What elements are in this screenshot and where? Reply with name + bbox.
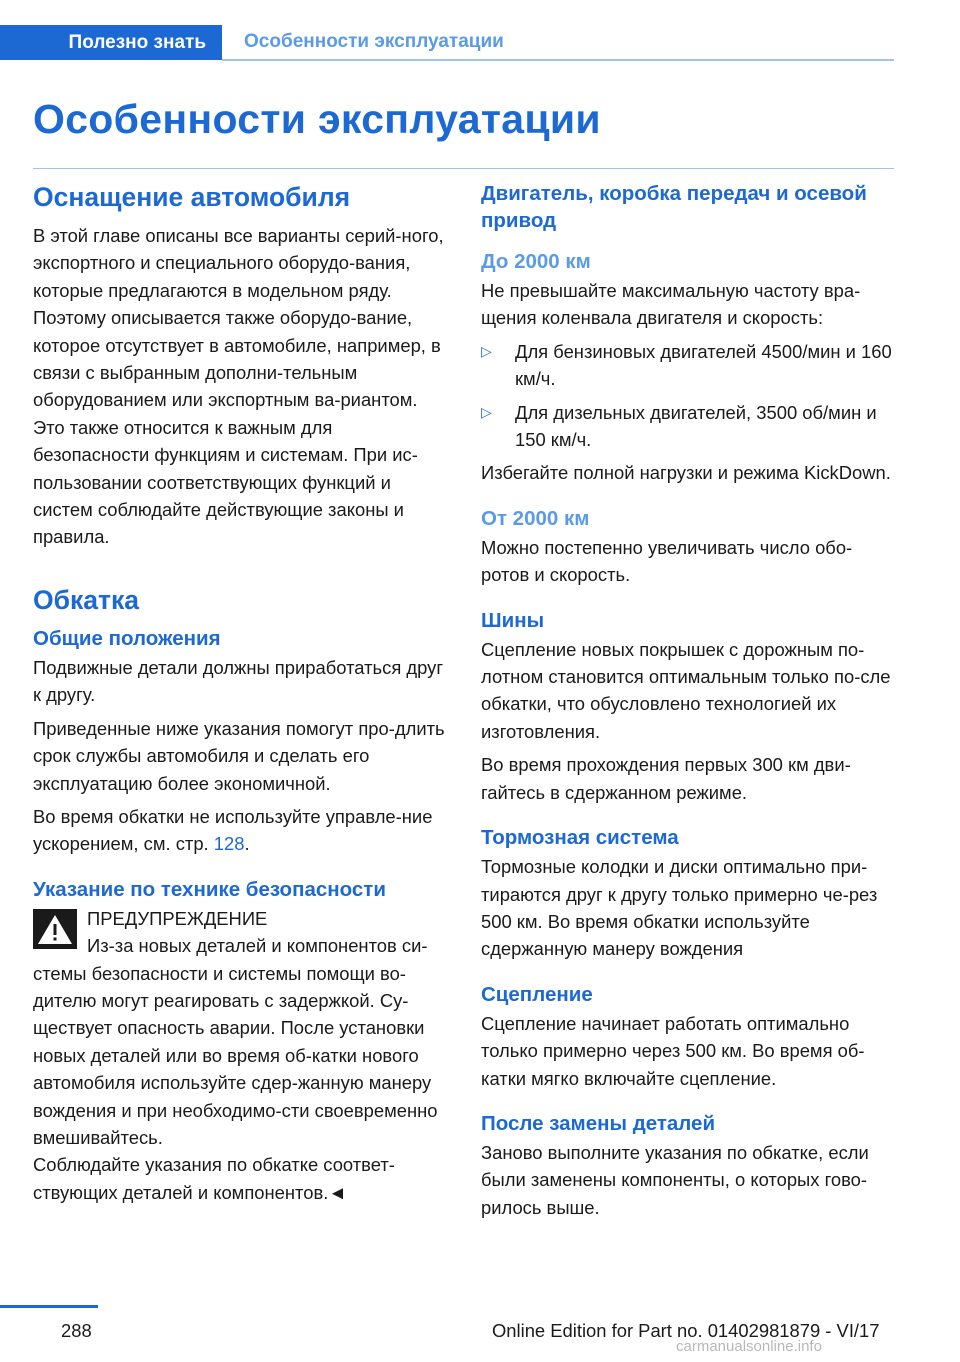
page-number: 288 (61, 1320, 92, 1341)
watermark: carmanualsonline.info (676, 1338, 822, 1355)
title-divider (33, 168, 894, 169)
page-title: Особенности эксплуатации (33, 96, 601, 142)
edition-note: Online Edition for Part no. 01402981879 - VI/17 (492, 1320, 880, 1341)
general-paragraph-2: Приведенные ниже указания помогут про-длить срок службы автомобиля и сделать его эксплуатацию более экономичной. (33, 717, 445, 794)
from-2000-paragraph: Можно постепенно увеличивать число обо-ротов и скорость. (481, 536, 853, 586)
tires-heading: Шины (481, 608, 545, 632)
tires-paragraph-2: Во время прохождения первых 300 км дви-гайтесь в сдержанном режиме. (481, 754, 851, 803)
general-heading: Общие положения (33, 626, 221, 650)
page-reference-link[interactable]: 128 (213, 833, 245, 855)
footer-divider (0, 1305, 98, 1308)
bullet-triangle-icon: ▷ (481, 403, 492, 420)
clutch-paragraph: Сцепление начинает работать оптимально только примерно через 500 км. Во время об-катки мягко включайте сцепление. (481, 1012, 865, 1089)
general-paragraph-1: Подвижные детали должны приработаться друг к другу. (33, 656, 444, 706)
general-paragraph-3-text: Во время обкатки не используйте управле-ние ускорением, см. стр. (33, 805, 433, 855)
list-item (481, 338, 896, 393)
general-paragraph-3-end: . (244, 833, 250, 855)
bullet-text: Для дизельных двигателей, 3500 об/мин и 150 км/ч. (515, 401, 877, 451)
from-2000-heading: От 2000 км (481, 506, 590, 530)
bullet-triangle-icon: ▷ (481, 342, 492, 359)
warning-text: Из-за новых деталей и компонентов си-стемы безопасности и системы помощи во-дителю могут реагировать с задержкой. Су-ществует опасность аварии. После установки новых деталей или во время об-катки нового автомобиля используйте сдер-жанную манеру вождения и при необходимо-сти своевременно вмешивайтесь. (33, 935, 438, 1148)
warning-block (33, 905, 448, 1206)
header-section-tab: Полезно знать (0, 25, 222, 60)
parts-paragraph: Заново выполните указания по обкатке, если были заменены компоненты, о которых гово-рилось выше. (481, 1141, 869, 1218)
list-item (481, 399, 896, 454)
parts-heading: После замены деталей (481, 1111, 716, 1135)
left-column (33, 180, 448, 1206)
brakes-paragraph: Тормозные колодки и диски оптимально при-тираются друг к другу только примерно че-рез 500 км. Во время обкатки используйте сдержанную манеру вождения (481, 856, 878, 960)
clutch-heading: Сцепление (481, 982, 593, 1006)
upto-2000-paragraph: Не превышайте максимальную частоту вра-щения коленвала двигателя и скорость: (481, 280, 861, 329)
warning-label: ПРЕДУПРЕЖДЕНИЕ (87, 907, 268, 929)
warning-triangle-icon (33, 909, 77, 949)
breadcrumb: Особенности эксплуатации (244, 31, 504, 52)
breakin-heading: Обкатка (33, 584, 139, 615)
safety-heading: Указание по технике безопасности (33, 877, 386, 901)
bullet-text: Для бензиновых двигателей 4500/мин и 160 км/ч. (515, 340, 892, 390)
upto-2000-heading: До 2000 км (481, 250, 591, 273)
general-paragraph-3 (33, 803, 448, 858)
warning-text-2: Соблюдайте указания по обкатке соответ-ствующих деталей и компонентов.◄ (33, 1154, 395, 1203)
equipment-paragraph: В этой главе описаны все варианты серий-ного, экспортного и специального оборудо-вания, которые предлагаются в модельном ряду. Поэтому описывается также оборудо-вание, которое отсутствует в автомобиле, например, в связи с выбранным дополни-тельным оборудованием или экспортным ва-риантом. Это также относится к важным для безопасности функциям и системам. При ис-пользовании соответствующих функций и систем соблюдайте действующие законы и правила. (33, 225, 444, 548)
header-divider (222, 59, 894, 61)
tires-paragraph-1: Сцепление новых покрышек с дорожным по-лотном становится оптимальным только по-сле обкатки, что обусловлено технологией их изготовления. (481, 638, 891, 742)
equipment-heading: Оснащение автомобиля (33, 182, 351, 212)
avoid-paragraph: Избегайте полной нагрузки и режима KickDown. (481, 462, 891, 484)
engine-heading: Двигатель, коробка передач и осевой привод (481, 182, 867, 232)
brakes-heading: Тормозная система (481, 826, 679, 850)
right-column (481, 180, 896, 1227)
